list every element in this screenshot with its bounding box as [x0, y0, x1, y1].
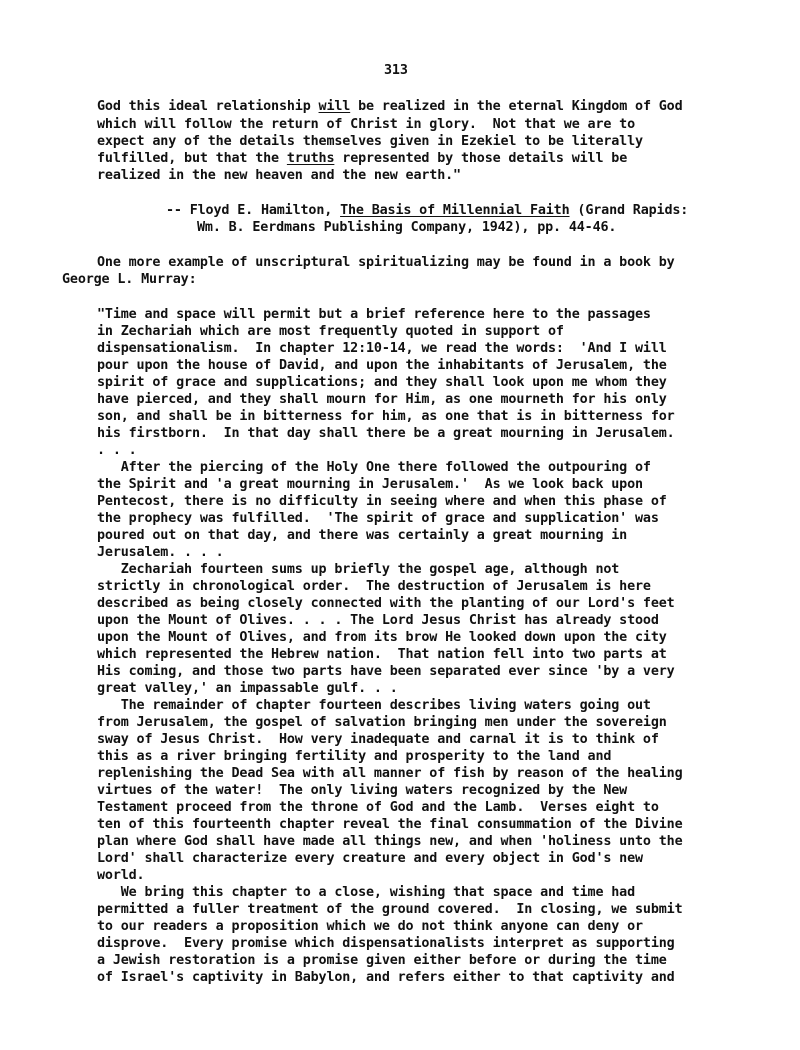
quote1-line-4: [97, 151, 627, 167]
quote2-line: "Time and space will permit but a brief reference here to the passages: [97, 307, 651, 322]
quote2-line: plan where God shall have made all things new, and when 'holiness unto the: [97, 834, 683, 849]
quote2-line: of Israel's captivity in Babylon, and refers either to that captivity and: [97, 970, 675, 985]
quote2-line: ten of this fourteenth chapter reveal the final consummation of the Divine: [97, 817, 683, 832]
quote2-line: virtues of the water! The only living waters recognized by the New: [97, 783, 628, 798]
quote1-line-4-pre: fulfilled, but that the: [97, 151, 287, 166]
quote2-line: Pentecost, there is no difficulty in seeing where and when this phase of: [97, 494, 667, 509]
citation-line-1: [166, 203, 688, 219]
quote2-line: Testament proceed from the throne of God and the Lamb. Verses eight to: [97, 800, 659, 815]
intro-line-2: George L. Murray:: [62, 272, 197, 287]
underlined-truths: truths: [286, 151, 335, 166]
quote2-line: this as a river bringing fertility and prosperity to the land and: [97, 749, 612, 764]
citation-book-title: The Basis of Millennial Faith: [340, 203, 570, 218]
quote1-line-1-pre: God this ideal relationship: [97, 99, 319, 114]
quote2-line: disprove. Every promise which dispensationalists interpret as supporting: [97, 936, 675, 951]
quote2-line: the Spirit and 'a great mourning in Jerusalem.' As we look back upon: [97, 477, 643, 492]
underlined-will: will: [318, 99, 351, 114]
page-number: 313: [384, 63, 408, 78]
quote1-line-3: expect any of the details themselves given in Ezekiel to be literally: [97, 134, 643, 149]
quote1-line-1: [97, 99, 683, 115]
quote2-line: upon the Mount of Olives, and from its brow He looked down upon the city: [97, 630, 667, 645]
quote2-line: dispensationalism. In chapter 12:10-14, we read the words: 'And I will: [97, 341, 667, 356]
citation-line-2: Wm. B. Eerdmans Publishing Company, 1942), pp. 44-46.: [197, 220, 617, 235]
quote2-line: great valley,' an impassable gulf. . .: [97, 681, 398, 696]
quote2-line: After the piercing of the Holy One there followed the outpouring of: [97, 460, 651, 475]
quote2-line: Jerusalem. . . .: [97, 545, 224, 560]
quote2-line: described as being closely connected with the planting of our Lord's feet: [97, 596, 675, 611]
quote2-line: replenishing the Dead Sea with all manner of fish by reason of the healing: [97, 766, 683, 781]
quote2-line: world.: [97, 868, 145, 883]
intro-line-1: One more example of unscriptural spiritualizing may be found in a book by: [97, 255, 675, 270]
quote2-line: poured out on that day, and there was certainly a great mourning in: [97, 528, 628, 543]
quote2-line: strictly in chronological order. The destruction of Jerusalem is here: [97, 579, 651, 594]
quote2-line: His coming, and those two parts have been separated ever since 'by a very: [97, 664, 675, 679]
quote2-line: Zechariah fourteen sums up briefly the gospel age, although not: [97, 562, 620, 577]
quote1-line-1-post: be realized in the eternal Kingdom of God: [350, 99, 683, 114]
quote2-line: which represented the Hebrew nation. That nation fell into two parts at: [97, 647, 667, 662]
quote2-line: The remainder of chapter fourteen describes living waters going out: [97, 698, 651, 713]
citation-line-1-post: (Grand Rapids:: [569, 203, 689, 218]
quote2-line: sway of Jesus Christ. How very inadequate and carnal it is to think of: [97, 732, 659, 747]
quote1-line-2: which will follow the return of Christ in glory. Not that we are to: [97, 117, 636, 132]
quote2-line: pour upon the house of David, and upon the inhabitants of Jerusalem, the: [97, 358, 667, 373]
quote2-line: in Zechariah which are most frequently quoted in support of: [97, 324, 564, 339]
quote2-line: upon the Mount of Olives. . . . The Lord Jesus Christ has already stood: [97, 613, 659, 628]
quote1-line-4-post: represented by those details will be: [334, 151, 628, 166]
quote2-line: permitted a fuller treatment of the ground covered. In closing, we submit: [97, 902, 683, 917]
quote2-line: Lord' shall characterize every creature and every object in God's new: [97, 851, 643, 866]
citation-author: -- Floyd E. Hamilton,: [166, 203, 341, 218]
quote2-line: from Jerusalem, the gospel of salvation bringing men under the sovereign: [97, 715, 667, 730]
quote2-line: to our readers a proposition which we do not think anyone can deny or: [97, 919, 643, 934]
quote2-line: We bring this chapter to a close, wishing that space and time had: [97, 885, 636, 900]
quote2-line: have pierced, and they shall mourn for Him, as one mourneth for his only: [97, 392, 667, 407]
quote2-line: son, and shall be in bitterness for him, as one that is in bitterness for: [97, 409, 675, 424]
quote1-line-5: realized in the new heaven and the new earth.": [97, 168, 461, 183]
quote2-line: a Jewish restoration is a promise given either before or during the time: [97, 953, 667, 968]
quote2-line: . . .: [97, 443, 137, 458]
quote2-line: his firstborn. In that day shall there be a great mourning in Jerusalem.: [97, 426, 675, 441]
quote2-line: the prophecy was fulfilled. 'The spirit of grace and supplication' was: [97, 511, 659, 526]
quote2-line: spirit of grace and supplications; and they shall look upon me whom they: [97, 375, 667, 390]
